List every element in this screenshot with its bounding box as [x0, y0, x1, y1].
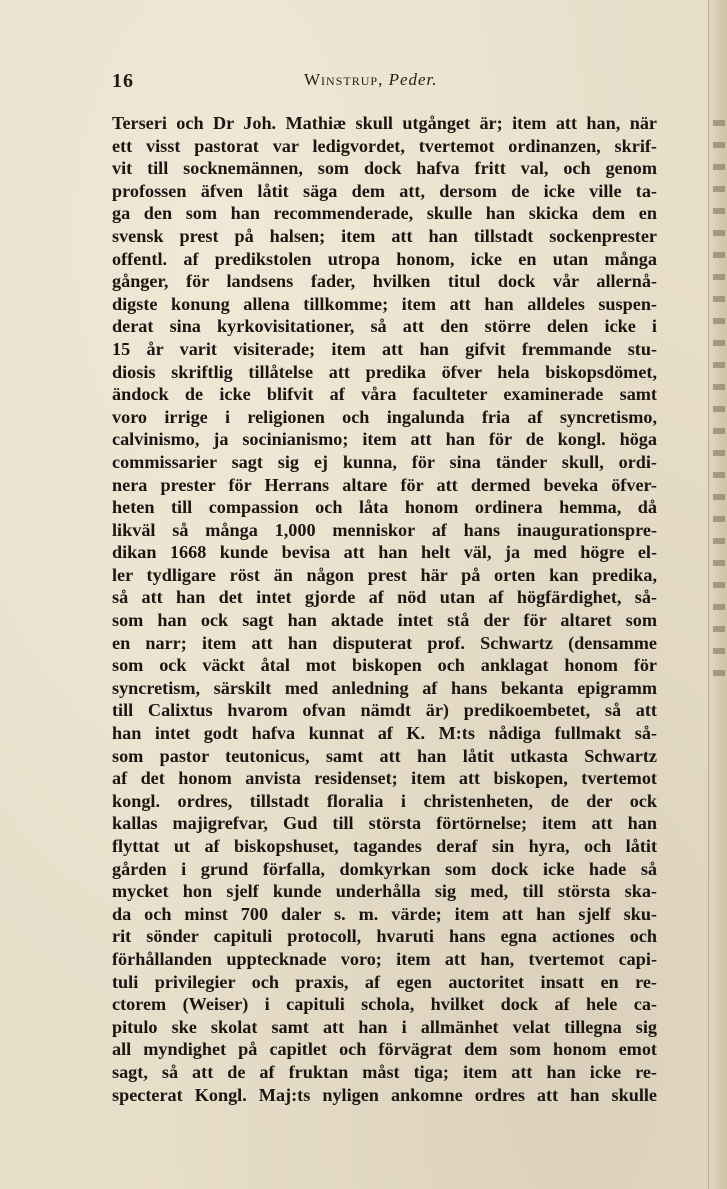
text-line: rit sönder capituli protocoll, hvaruti hans egna actiones och	[112, 926, 657, 947]
text-line: gånger, för landsens fader, hvilken titul dock vår allernå-	[112, 271, 657, 292]
text-line: diosis skriftlig tillåtelse att predika öfver hela biskopsdömet,	[112, 361, 657, 382]
page-header	[112, 70, 657, 98]
text-line: digste konung allena tillkomme; item att han alldeles suspen-	[112, 293, 657, 314]
text-line: 15 år varit visiterade; item att han gifvit fremmande stu-	[112, 338, 657, 359]
text-line: calvinismo, ja socinianismo; item att han för de kongl. höga	[112, 429, 657, 450]
text-line: af det honom anvista residenset; item att biskopen, tvertemot	[112, 768, 657, 789]
running-head-surname: Winstrup	[304, 70, 379, 89]
page-number: 16	[112, 70, 134, 92]
text-line: pitulo ske skolat samt att han i allmänhet velat tillegna sig	[112, 1016, 657, 1037]
text-line: ändock de icke blifvit af våra faculteter examinerade samt	[112, 384, 657, 405]
text-line: som han ock sagt han aktade intet stå der för altaret som	[112, 610, 657, 631]
running-head-separator: ,	[378, 70, 389, 89]
text-line: profossen äfven låtit säga dem att, dersom de icke ville ta-	[112, 180, 657, 201]
text-line: derat sina kyrkovisitationer, så att den större delen icke i	[112, 316, 657, 337]
text-line: så att han det intet gjorde af nöd utan af högfärdighet, så-	[112, 587, 657, 608]
text-line: offentl. af predikstolen utropa honom, icke en utan många	[112, 248, 657, 269]
text-line: ctorem (Weiser) i capituli schola, hvilket dock af hele ca-	[112, 994, 657, 1015]
running-head	[304, 70, 438, 90]
text-line: till Calixtus hvarom ofvan nämdt är) predikoembetet, så att	[112, 700, 657, 721]
text-line: sagt, så att de af fruktan måst tiga; item att han icke re-	[112, 1061, 657, 1082]
text-line: commissarier sagt sig ej kunna, för sina tänder skull, ordi-	[112, 451, 657, 472]
text-line: kallas majigrefvar, Gud till största förtörnelse; item att han	[112, 813, 657, 834]
text-line: ler tydligare röst än någon prest här på orten kan predika,	[112, 564, 657, 585]
text-line: specterat Kongl. Maj:ts nyligen ankomne ordres att han skulle	[112, 1084, 657, 1105]
text-line: han intet godt hafva kunnat af K. M:ts nådiga fullmakt så-	[112, 723, 657, 744]
text-line: en narr; item att han disputerat prof. Schwartz (densamme	[112, 632, 657, 653]
text-line: likväl så många 1,000 menniskor af hans inaugurationspre-	[112, 519, 657, 540]
text-line: som ock väckt åtal mot biskopen och anklagat honom för	[112, 655, 657, 676]
text-line: tuli privilegier och praxis, af egen auctoritet insatt en re-	[112, 971, 657, 992]
running-head-given-name: Peder.	[388, 70, 438, 89]
text-line: syncretism, särskilt med anledning af hans bekanta epigramm	[112, 677, 657, 698]
body-text	[112, 112, 657, 1106]
text-line: vit till socknemännen, som dock hafva fritt val, och genom	[112, 158, 657, 179]
text-line: dikan 1668 kunde bevisa att han helt väl, ja med högre el-	[112, 542, 657, 563]
facing-page-edge	[708, 0, 727, 1189]
text-line: voro irrige i religionen och ingalunda fria af syncretismo,	[112, 406, 657, 427]
bleed-through-text	[713, 120, 725, 680]
text-line: gården i grund förfalla, domkyrkan som dock icke hade så	[112, 858, 657, 879]
text-line: flyttat ut af biskopshuset, tagandes deraf sin hyra, och låtit	[112, 836, 657, 856]
text-line: som pastor teutonicus, samt att han låtit utkasta Schwartz	[112, 745, 657, 766]
text-line: förhållanden upptecknade voro; item att han, tvertemot capi-	[112, 948, 657, 969]
text-line: da och minst 700 daler s. m. värde; item att han sjelf sku-	[112, 903, 657, 924]
text-line: svensk prest på halsen; item att han tillstadt sockenprester	[112, 225, 657, 246]
text-line: ga den som han recommenderade, skulle han skicka dem en	[112, 203, 657, 224]
text-line: heten till compassion och låta honom ordinera hemma, då	[112, 497, 657, 518]
text-line: all myndighet på capitlet och förvägrat dem som honom emot	[112, 1039, 657, 1060]
text-line: kongl. ordres, tillstadt floralia i christenheten, de der ock	[112, 790, 657, 811]
text-line: mycket hon sjelf kunde underhålla sig med, till största ska-	[112, 881, 657, 902]
text-line: nera prester för Herrans altare för att dermed beveka öfver-	[112, 474, 657, 495]
text-line: ett visst pastorat var ledigvordet, tvertemot ordinanzen, skrif-	[112, 135, 657, 156]
text-line: Terseri och Dr Joh. Mathiæ skull utgånget är; item att han, när	[112, 113, 657, 133]
